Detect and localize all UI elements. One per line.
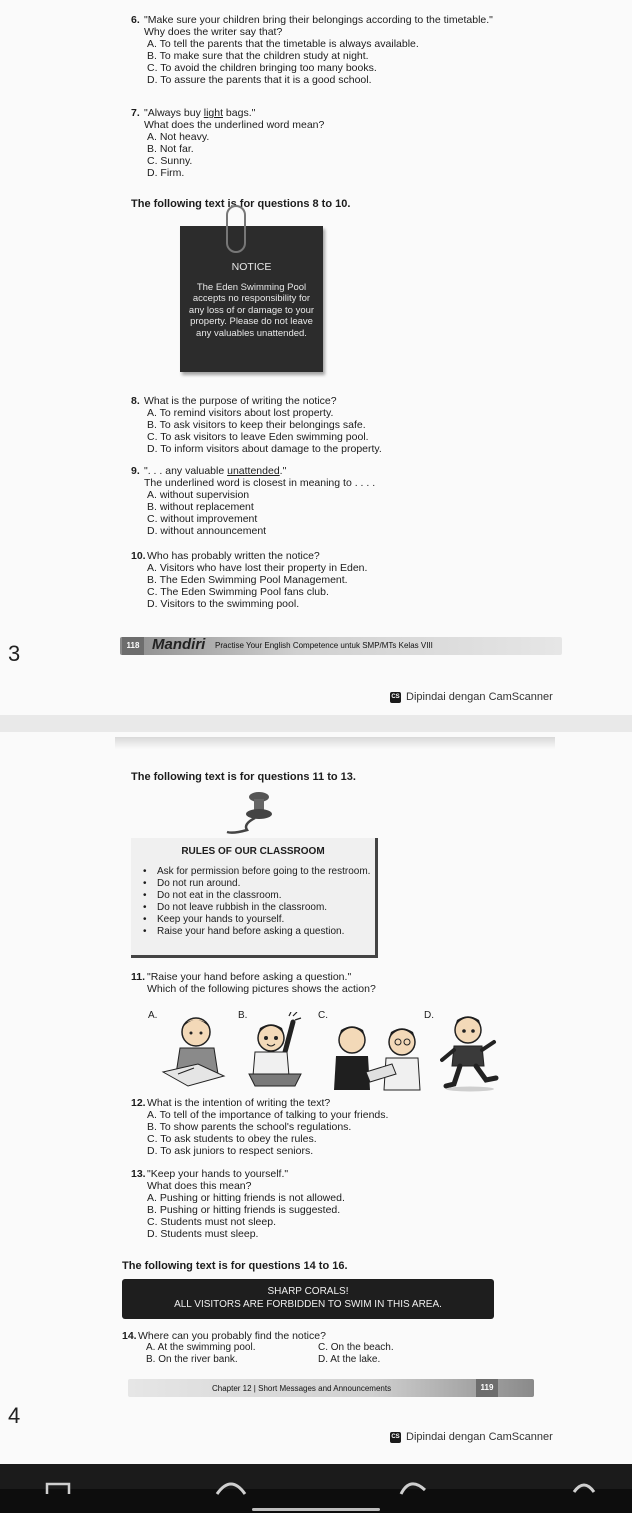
option-a: A. Not heavy. (147, 131, 210, 143)
coral-title: SHARP CORALS! (267, 1286, 349, 1297)
option-b: B. On the river bank. (146, 1354, 238, 1365)
camscanner-icon: CS (390, 692, 401, 703)
option-a: A. To tell the parents that the timetable is always available. (147, 38, 419, 50)
picture-a-student-writing (158, 1012, 228, 1092)
question-number: 9. (131, 465, 140, 477)
scanner-watermark (390, 691, 553, 703)
option-c: C. To avoid the children bringing too many books. (147, 62, 377, 74)
footer-text: Practise Your English Competence untuk SMP/MTs Kelas VIII (215, 641, 433, 650)
scanner-text: Dipindai dengan CamScanner (406, 1431, 553, 1443)
pushpin-icon (225, 790, 275, 838)
option-b: B. The Eden Swimming Pool Management. (147, 574, 348, 586)
camscanner-icon: CS (390, 1432, 401, 1443)
option-c: C. To ask students to obey the rules. (147, 1133, 317, 1145)
option-d: D. At the lake. (318, 1354, 381, 1365)
scanner-watermark (390, 1431, 553, 1443)
option-b: B. Pushing or hitting friends is suggested. (147, 1204, 341, 1216)
navbar-strip (0, 1464, 632, 1489)
question-13 (131, 1168, 531, 1240)
scan-shadow (115, 737, 555, 749)
question-number: 6. (131, 14, 140, 26)
back-icon[interactable] (398, 1480, 428, 1496)
question-stem: "Keep your hands to yourself." (147, 1168, 289, 1180)
question-number: 11. (131, 971, 146, 983)
coral-warning-notice (122, 1279, 494, 1319)
picture-label-b: B. (238, 1010, 248, 1021)
question-10 (131, 550, 531, 610)
page-number: 118 (122, 637, 144, 655)
system-navigation-bar (0, 1464, 632, 1513)
question-sub: Which of the following pictures shows the action? (147, 983, 376, 995)
picture-d-student-running (440, 1012, 500, 1092)
coral-body: ALL VISITORS ARE FORBIDDEN TO SWIM IN THIS AREA. (174, 1299, 442, 1310)
paper-clip-icon (226, 205, 246, 253)
option-c: C. On the beach. (318, 1342, 394, 1353)
question-9 (131, 465, 531, 537)
home-icon[interactable] (214, 1480, 248, 1496)
option-d: D. Firm. (147, 167, 185, 179)
option-a: A. At the swimming pool. (146, 1342, 256, 1353)
side-page-number: 3 (8, 641, 21, 666)
picture-label-a: A. (148, 1010, 158, 1021)
notice-body: The Eden Swimming Pool accepts no responsibility for any loss of or damage to your property. Please do not leave any valuables unattended. (188, 281, 315, 339)
question-stem: What is the purpose of writing the notice? (144, 395, 337, 407)
rules-box (131, 838, 378, 958)
question-stem-pre: "Always buy (144, 107, 204, 119)
recent-apps-icon[interactable] (45, 1482, 71, 1496)
option-b: B. To ask visitors to keep their belongings safe. (147, 419, 366, 431)
question-sub: What does this mean? (147, 1180, 252, 1192)
question-number: 13. (131, 1168, 146, 1180)
question-stem-post: ." (279, 465, 287, 477)
option-a: A. To tell of the importance of talking to your friends. (147, 1109, 389, 1121)
question-number: 14. (122, 1330, 137, 1342)
question-stem: Who has probably written the notice? (147, 550, 320, 562)
question-number: 8. (131, 395, 140, 407)
option-c: C. The Eden Swimming Pool fans club. (147, 586, 329, 598)
brand-logo: Mandiri (152, 636, 206, 653)
picture-c-students-talking (330, 1012, 430, 1092)
question-stem: "Make sure your children bring their belongings according to the timetable." (144, 14, 493, 26)
option-c: C. Students must not sleep. (147, 1216, 276, 1228)
scanned-page-1 (0, 0, 632, 715)
rule-item: • Do not eat in the classroom. (143, 890, 370, 902)
option-d: D. To ask juniors to respect seniors. (147, 1145, 314, 1157)
option-c: C. without improvement (147, 513, 258, 525)
question-stem: "Raise your hand before asking a question." (147, 971, 352, 983)
option-a: A. Visitors who have lost their property in Eden. (147, 562, 368, 574)
keyboard-toggle-icon[interactable] (572, 1480, 596, 1494)
rule-item: • Keep your hands to yourself. (143, 914, 370, 926)
question-sub: Why does the writer say that? (144, 26, 283, 38)
option-a: A. To remind visitors about lost property. (147, 407, 334, 419)
rule-item: • Do not run around. (143, 878, 370, 890)
question-sub: What does the underlined word mean? (144, 119, 325, 131)
notice-board (180, 226, 323, 372)
option-b: B. without replacement (147, 501, 254, 513)
option-a: A. without supervision (147, 489, 250, 501)
question-11 (131, 971, 531, 995)
picture-label-d: D. (424, 1010, 434, 1021)
page-gap (0, 715, 632, 732)
rule-item: • Ask for permission before going to the restroom. (143, 866, 370, 878)
question-stem-post: bags." (223, 107, 256, 119)
option-b: B. Not far. (147, 143, 194, 155)
question-8 (131, 395, 531, 455)
section-intro: The following text is for questions 11 to 13. (131, 771, 356, 783)
option-d: D. To inform visitors about damage to the property. (147, 443, 382, 455)
question-6 (131, 14, 531, 86)
question-sub: The underlined word is closest in meaning to . . . . (144, 477, 376, 489)
option-b: B. To make sure that the children study at night. (147, 50, 369, 62)
gesture-home-bar[interactable] (252, 1508, 380, 1511)
side-page-number: 4 (8, 1403, 21, 1428)
question-stem: What is the intention of writing the text? (147, 1097, 331, 1109)
rules-title: RULES OF OUR CLASSROOM (181, 846, 325, 857)
picture-label-c: C. (318, 1010, 328, 1021)
question-number: 7. (131, 107, 140, 119)
chapter-footer: Chapter 12 | Short Messages and Announcements (212, 1384, 392, 1393)
option-d: D. without announcement (147, 525, 267, 537)
option-a: A. Pushing or hitting friends is not allowed. (147, 1192, 345, 1204)
option-d: D. Students must sleep. (147, 1228, 259, 1240)
rule-item: • Raise your hand before asking a question. (143, 926, 370, 938)
question-stem: Where can you probably find the notice? (138, 1330, 326, 1342)
question-stem-pre: ". . . any valuable (144, 465, 228, 477)
question-number: 12. (131, 1097, 146, 1109)
rules-list (143, 866, 370, 938)
underlined-word: unattended (227, 465, 280, 477)
option-d: D. Visitors to the swimming pool. (147, 598, 300, 610)
question-number: 10. (131, 550, 146, 562)
section-intro: The following text is for questions 8 to 10. (131, 198, 351, 210)
question-7 (131, 107, 531, 179)
underlined-word: light (203, 107, 224, 119)
notice-title: NOTICE (231, 261, 272, 273)
option-d: D. To assure the parents that it is a good school. (147, 74, 372, 86)
section-intro: The following text is for questions 14 to 16. (122, 1260, 348, 1272)
question-12 (131, 1097, 531, 1157)
rule-item: • Do not leave rubbish in the classroom. (143, 902, 370, 914)
option-b: B. To show parents the school's regulations. (147, 1121, 352, 1133)
picture-b-student-raising-hand (245, 1012, 305, 1092)
option-c: C. To ask visitors to leave Eden swimming pool. (147, 431, 369, 443)
option-c: C. Sunny. (147, 155, 193, 167)
scanner-text: Dipindai dengan CamScanner (406, 691, 553, 703)
page-number: 119 (476, 1379, 498, 1397)
question-14 (122, 1330, 522, 1342)
